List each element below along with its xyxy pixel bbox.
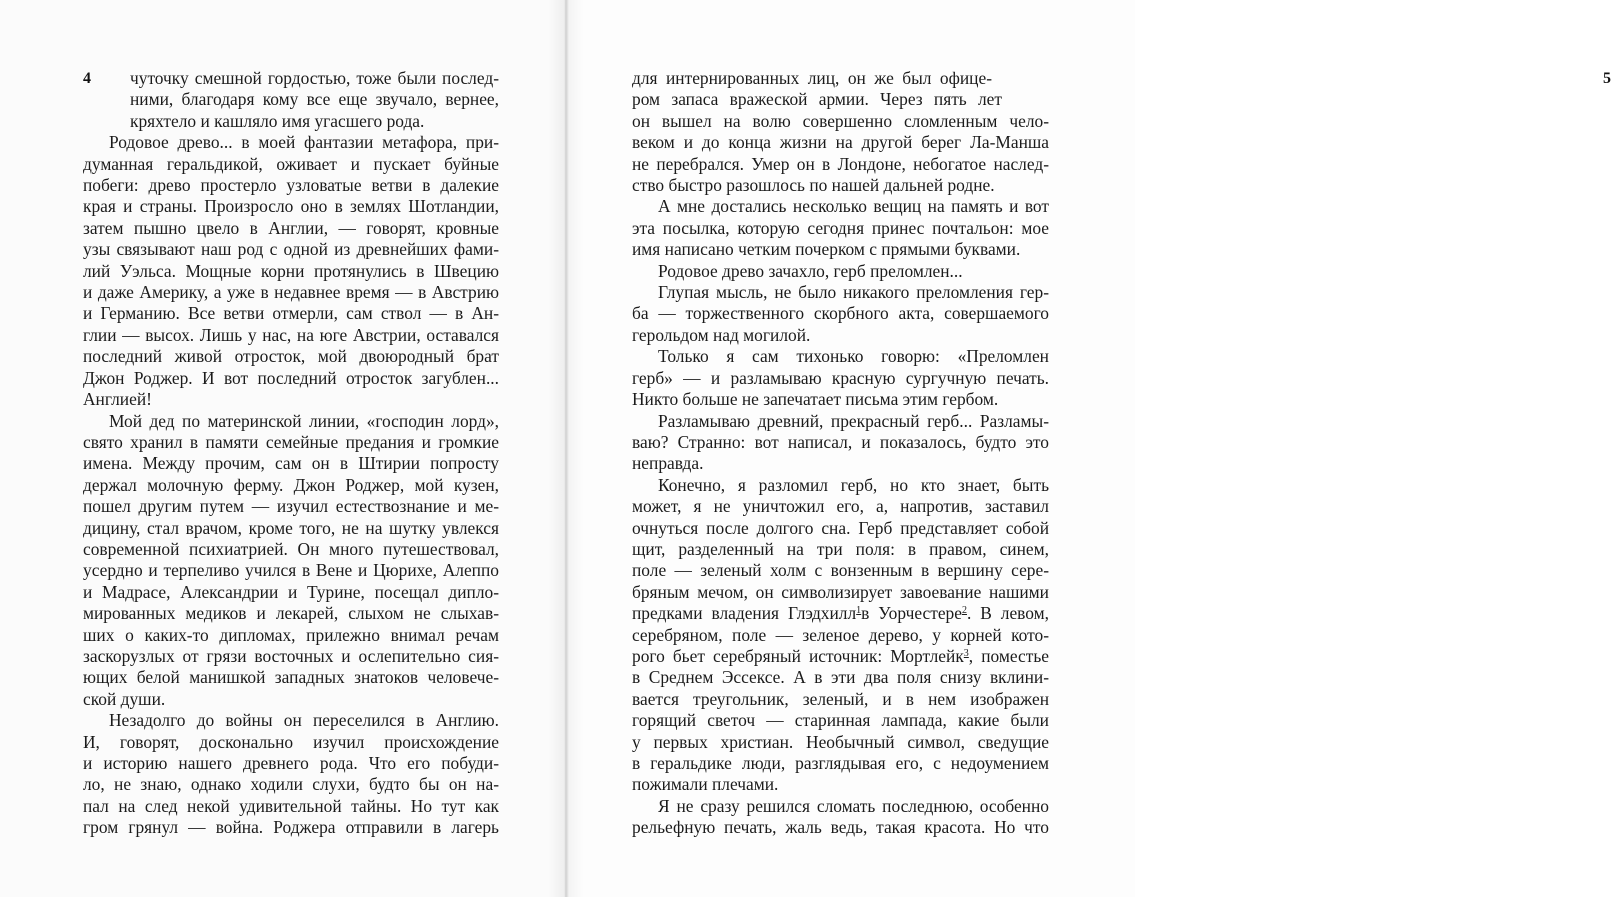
text-line: горящий светоч — старинная лампада, какие были [632, 710, 1049, 731]
text-line: узы связывают наш род с одной из древнейших фами- [83, 239, 499, 260]
text-line: поле — зеленый холм с вонзенным в вершину сере- [632, 560, 1049, 581]
text-line: Конечно, я разломил герб, но кто знает, быть [658, 474, 1049, 495]
text-line: глии — высох. Лишь у нас, на юге Австрии, оставался [83, 324, 499, 345]
left-page-text [83, 68, 499, 839]
text-line: Незадолго до войны он переселился в Англию. [109, 710, 499, 731]
text-line: усердно и терпеливо учился в Вене и Цюрихе, Алеппо [83, 560, 499, 581]
text-line: ло, не знаю, однако ходили слухи, будто бы он на- [83, 774, 499, 795]
text-line: ваю? Странно: вот написал, и показалось, будто это [632, 431, 1049, 452]
text-line: гром грянул — война. Роджера отправили в лагерь [83, 817, 499, 838]
text-line: лий Уэльса. Мощные корни протянулись в Швецию [83, 260, 499, 281]
text-line: держал молочную ферму. Джон Роджер, мой кузен, [83, 474, 499, 495]
text-line: ними, благодаря кому все еще звучало, вернее, [130, 89, 499, 110]
text-line: рельефную печать, жаль ведь, такая красота. Но что [632, 817, 1049, 838]
text-line: пал на след некой удивительной тайны. Но тут как [83, 795, 499, 816]
text-line-with-footnote [632, 646, 1049, 667]
text-line: ство быстро разошлось по нашей дальней родне. [632, 175, 995, 196]
text-line: в геральдике люди, разглядывая его, с недоумением [632, 753, 1049, 773]
text-line: он вышел на волю совершенно сломленным чело- [632, 110, 1049, 131]
text-line: и даже Америку, а уже в недавнее время — в Австрию [83, 282, 499, 303]
text-line: Глупая мысль, не было никакого преломления гер- [658, 282, 1049, 303]
footnote-ref-2[interactable]: 2 [961, 605, 967, 617]
text-line: Мой дед по материнской линии, «господин лорд», [109, 410, 499, 431]
text-line: эта посылка, которую сегодня принес почтальон: мое [632, 217, 1049, 238]
text-line: для интернированных лиц, он же был офице- [632, 68, 992, 88]
text-fragment: рого бьет серебряный источник: Мортлейк [632, 645, 964, 666]
text-line: вается треугольник, зеленый, и в нем изображен [632, 688, 1049, 709]
text-line: Разламываю древний, прекрасный герб... Разламы- [658, 410, 1049, 431]
text-line: веком и до конца жизни на другой берег Ла-Манша [632, 132, 1049, 153]
text-line: края и страны. Произросло оно в землях Шотландии, [83, 196, 499, 217]
text-line: свято хранил в памяти семейные предания и громкие [83, 431, 499, 452]
footnote-ref-1[interactable]: 1 [856, 605, 862, 617]
text-line: ющих белой манишкой западных знатоков человече- [83, 667, 499, 688]
text-line: Англией! [83, 389, 152, 410]
text-line: побеги: древо простерло узловатые ветви в далекие [83, 175, 499, 196]
text-line: кряхтело и кашляло имя угасшего рода. [130, 110, 425, 131]
text-line: имя написано четким почерком с прямыми буквами. [632, 239, 1021, 260]
text-fragment: предками владения Глэдхилл [632, 603, 857, 624]
text-line: А мне достались несколько вещиц на память и вот [658, 196, 1049, 217]
text-line: неправда. [632, 453, 704, 474]
text-line: современной психиатрией. Он много путешествовал, [83, 538, 499, 559]
text-line-with-footnotes [632, 603, 1049, 624]
text-line: думанная геральдикой, оживает и пускает буйные [83, 153, 499, 174]
text-fragment: в Уорчестере [861, 603, 962, 624]
text-line: затем пышно цвело в Англии, — говорят, кровные [83, 217, 499, 238]
left-page [0, 0, 566, 897]
right-page-text [632, 68, 1049, 839]
text-line: бряным мечом, он символизирует завоевание нашими [632, 581, 1049, 602]
text-line: может, я не уничтожил его, а, напротив, заставил [632, 496, 1049, 517]
text-line: серебряном, поле — зеленое дерево, у корней кото- [632, 624, 1049, 645]
text-line: пожимали плечами. [632, 774, 779, 795]
text-line: ба — торжественного скорбного акта, совершаемого [632, 303, 1049, 324]
text-line: И, говорят, досконально изучил происхождение [83, 731, 499, 752]
text-line: в Среднем Эссексе. А в эти два поля снизу вклини- [632, 667, 1049, 688]
text-line: не перебрался. Умер он в Лондоне, небогатое наслед- [632, 153, 1049, 174]
text-line: и Германию. Все ветви отмерли, сам ствол — в Ан- [83, 303, 499, 324]
text-line: мированных медиков и лекарей, слыхом не слыхав- [83, 603, 499, 624]
text-line: пошел другим путем — изучил естествознание и ме- [83, 496, 499, 517]
text-line: Джон Роджер. И вот последний отросток загублен... [83, 367, 499, 388]
text-line: Никто больше не запечатает письма этим гербом. [632, 389, 999, 410]
text-line: ской души. [83, 688, 166, 709]
text-fragment: . В левом, [966, 603, 1049, 624]
text-line: чуточку смешной гордостью, тоже были послед- [130, 68, 499, 88]
text-line: заскорузлых от грязи восточных и ослепительно сия- [83, 645, 499, 666]
text-line: и Мадрасе, Александрии и Турине, посещал дипло- [83, 581, 499, 602]
text-line: у первых христиан. Необычный символ, сведущие [632, 731, 1049, 752]
footnote-ref-3[interactable]: 3 [963, 647, 969, 659]
text-line: дицину, стал врачом, кроме того, не на шутку увлекся [83, 517, 499, 538]
text-line: очнуться после долгого сна. Герб представляет собой [632, 517, 1049, 538]
text-line: щит, разделенный на три поля: в правом, синем, [632, 538, 1049, 559]
text-line: Только я сам тихонько говорю: «Преломлен [658, 346, 1049, 367]
book-gutter-shadow [548, 0, 584, 897]
text-line: герб» — и разламываю красную сургучную печать. [632, 367, 1049, 388]
text-fragment: , поместье [968, 645, 1049, 666]
text-line: имена. Между прочим, сам он в Штирии попросту [83, 453, 499, 474]
text-line: герольдом над могилой. [632, 324, 811, 345]
page-number-left: 4 [83, 70, 91, 87]
text-line: ших о каких-то дипломах, прилежно внимал речам [83, 624, 499, 645]
page-number-right: 5 [1603, 70, 1611, 87]
text-line: и историю нашего древнего рода. Что его побуди- [83, 753, 499, 773]
text-line: ром запаса вражеской армии. Через пять лет [632, 89, 1002, 110]
text-line: последний живой отросток, мой двоюродный брат [83, 346, 499, 367]
text-line: Родовое древо... в моей фантазии метафора, при- [109, 132, 499, 153]
text-line: Я не сразу решился сломать последнюю, особенно [658, 795, 1049, 816]
text-line: Родовое древо зачахло, герб преломлен... [658, 260, 963, 281]
